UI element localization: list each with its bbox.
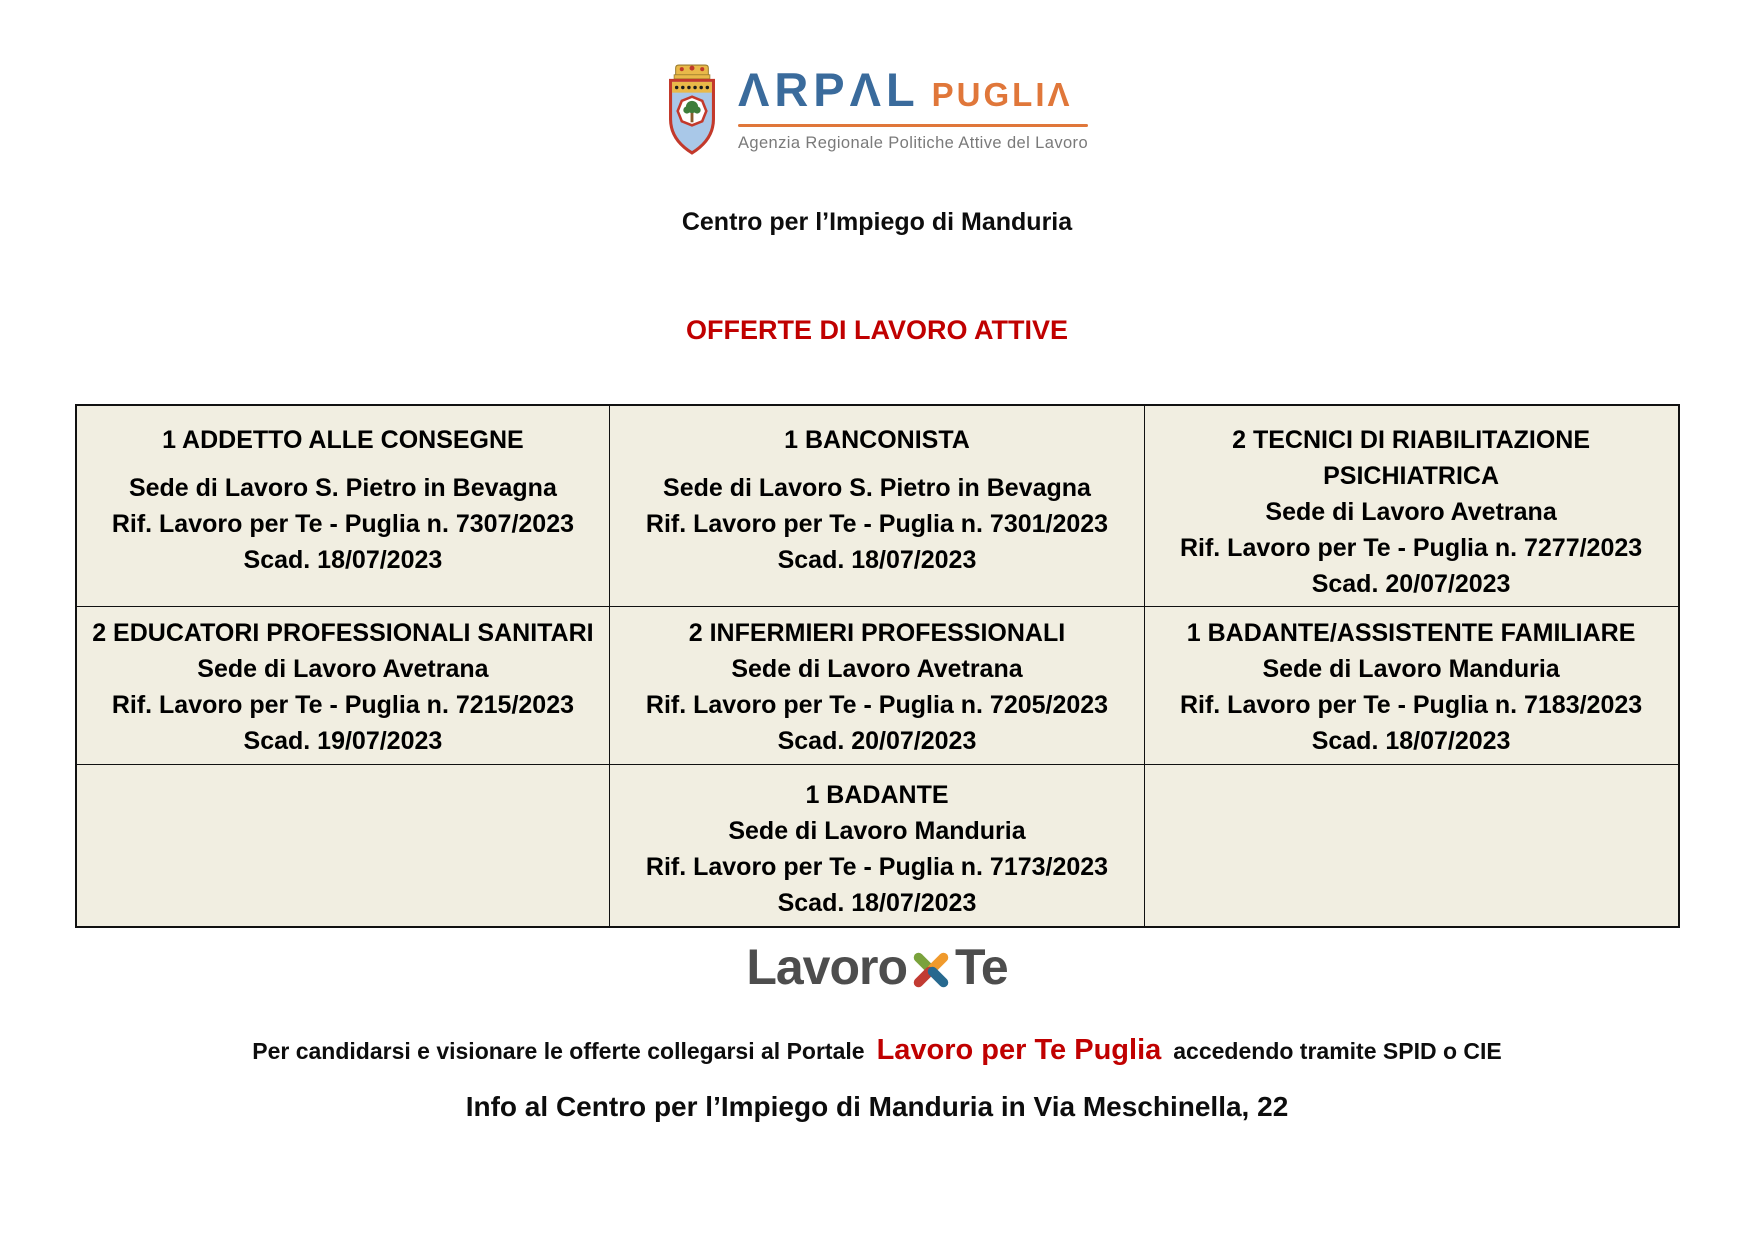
job-title: 2 EDUCATORI PROFESSIONALI SANITARI	[92, 619, 594, 647]
job-title: 1 BANCONISTA	[784, 426, 970, 454]
employment-center-title: Centro per l’Impiego di Manduria	[681, 208, 1073, 236]
job-title: 2 TECNICI DI RIABILITAZIONE PSICHIATRICA	[1232, 426, 1591, 490]
job-deadline: Scad. 18/07/2023	[777, 889, 977, 917]
puglia-crest-icon	[666, 62, 718, 156]
job-deadline: Scad. 18/07/2023	[1311, 727, 1511, 755]
puglia-wordmark: PUGLIΛ	[931, 76, 1073, 113]
job-title: 1 BADANTE	[805, 781, 949, 809]
table-row	[76, 405, 1679, 607]
job-location: Sede di Lavoro Manduria	[728, 817, 1026, 845]
job-location: Sede di Lavoro Manduria	[1262, 655, 1560, 683]
job-offer-cell-addetto-consegne	[76, 405, 610, 607]
arpal-wordmark: ΛRPΛL	[737, 63, 920, 116]
logo-tagline: Agenzia Regionale Politiche Attive del Lavoro	[737, 134, 1089, 152]
arpal-logo	[0, 0, 1754, 156]
job-deadline: Scad. 18/07/2023	[777, 546, 977, 574]
job-offer-cell-banconista	[610, 405, 1144, 607]
portal-instructions-post: accedendo tramite SPID o CIE	[1173, 1037, 1502, 1064]
job-offer-cell-infermieri	[610, 607, 1144, 765]
job-reference: Rif. Lavoro per Te - Puglia n. 7205/2023	[645, 691, 1109, 719]
job-title: 1 BADANTE/ASSISTENTE FAMILIARE	[1186, 619, 1636, 647]
colored-x-icon	[910, 949, 952, 991]
lavoroxte-word2: Te	[955, 938, 1008, 995]
job-reference: Rif. Lavoro per Te - Puglia n. 7301/2023	[645, 510, 1109, 538]
job-offer-cell-educatori	[76, 607, 610, 765]
job-reference: Rif. Lavoro per Te - Puglia n. 7277/2023	[1179, 534, 1643, 562]
job-offer-cell-badante-assistente	[1144, 607, 1678, 765]
table-row	[76, 607, 1679, 765]
job-reference: Rif. Lavoro per Te - Puglia n. 7173/2023	[645, 853, 1109, 881]
job-deadline: Scad. 19/07/2023	[243, 727, 443, 755]
job-offer-cell-tecnici-riabilitazione	[1144, 405, 1678, 607]
job-location: Sede di Lavoro S. Pietro in Bevagna	[663, 474, 1091, 502]
portal-name: Lavoro per Te Puglia	[876, 1033, 1162, 1066]
lavoro-x-te-logo	[0, 938, 1754, 996]
portal-instructions	[0, 1034, 1754, 1067]
job-deadline: Scad. 18/07/2023	[243, 546, 443, 574]
table-row	[76, 765, 1679, 927]
job-location: Sede di Lavoro Avetrana	[197, 655, 489, 683]
lavoroxte-word1: Lavoro	[746, 938, 908, 995]
portal-instructions-pre: Per candidarsi e visionare le offerte collegarsi al Portale	[252, 1037, 865, 1064]
job-location: Sede di Lavoro S. Pietro in Bevagna	[128, 474, 557, 502]
job-title: 2 INFERMIERI PROFESSIONALI	[688, 619, 1066, 647]
empty-cell	[76, 765, 610, 927]
job-location: Sede di Lavoro Avetrana	[731, 655, 1023, 683]
job-offers-table	[75, 404, 1680, 928]
job-location: Sede di Lavoro Avetrana	[1265, 498, 1557, 526]
job-deadline: Scad. 20/07/2023	[777, 727, 977, 755]
page-title: OFFERTE DI LAVORO ATTIVE	[686, 315, 1068, 345]
job-title: 1 ADDETTO ALLE CONSEGNE	[162, 426, 524, 454]
info-address: Info al Centro per l’Impiego di Manduria in Via Meschinella, 22	[465, 1090, 1289, 1122]
job-offer-cell-badante	[610, 765, 1144, 927]
logo-divider	[738, 124, 1088, 127]
empty-cell	[1144, 765, 1678, 927]
arpal-logo-text	[738, 62, 1088, 153]
job-deadline: Scad. 20/07/2023	[1311, 570, 1511, 598]
job-reference: Rif. Lavoro per Te - Puglia n. 7183/2023	[1179, 691, 1643, 719]
job-reference: Rif. Lavoro per Te - Puglia n. 7215/2023	[111, 691, 575, 719]
job-reference: Rif. Lavoro per Te - Puglia n. 7307/2023	[111, 510, 575, 538]
